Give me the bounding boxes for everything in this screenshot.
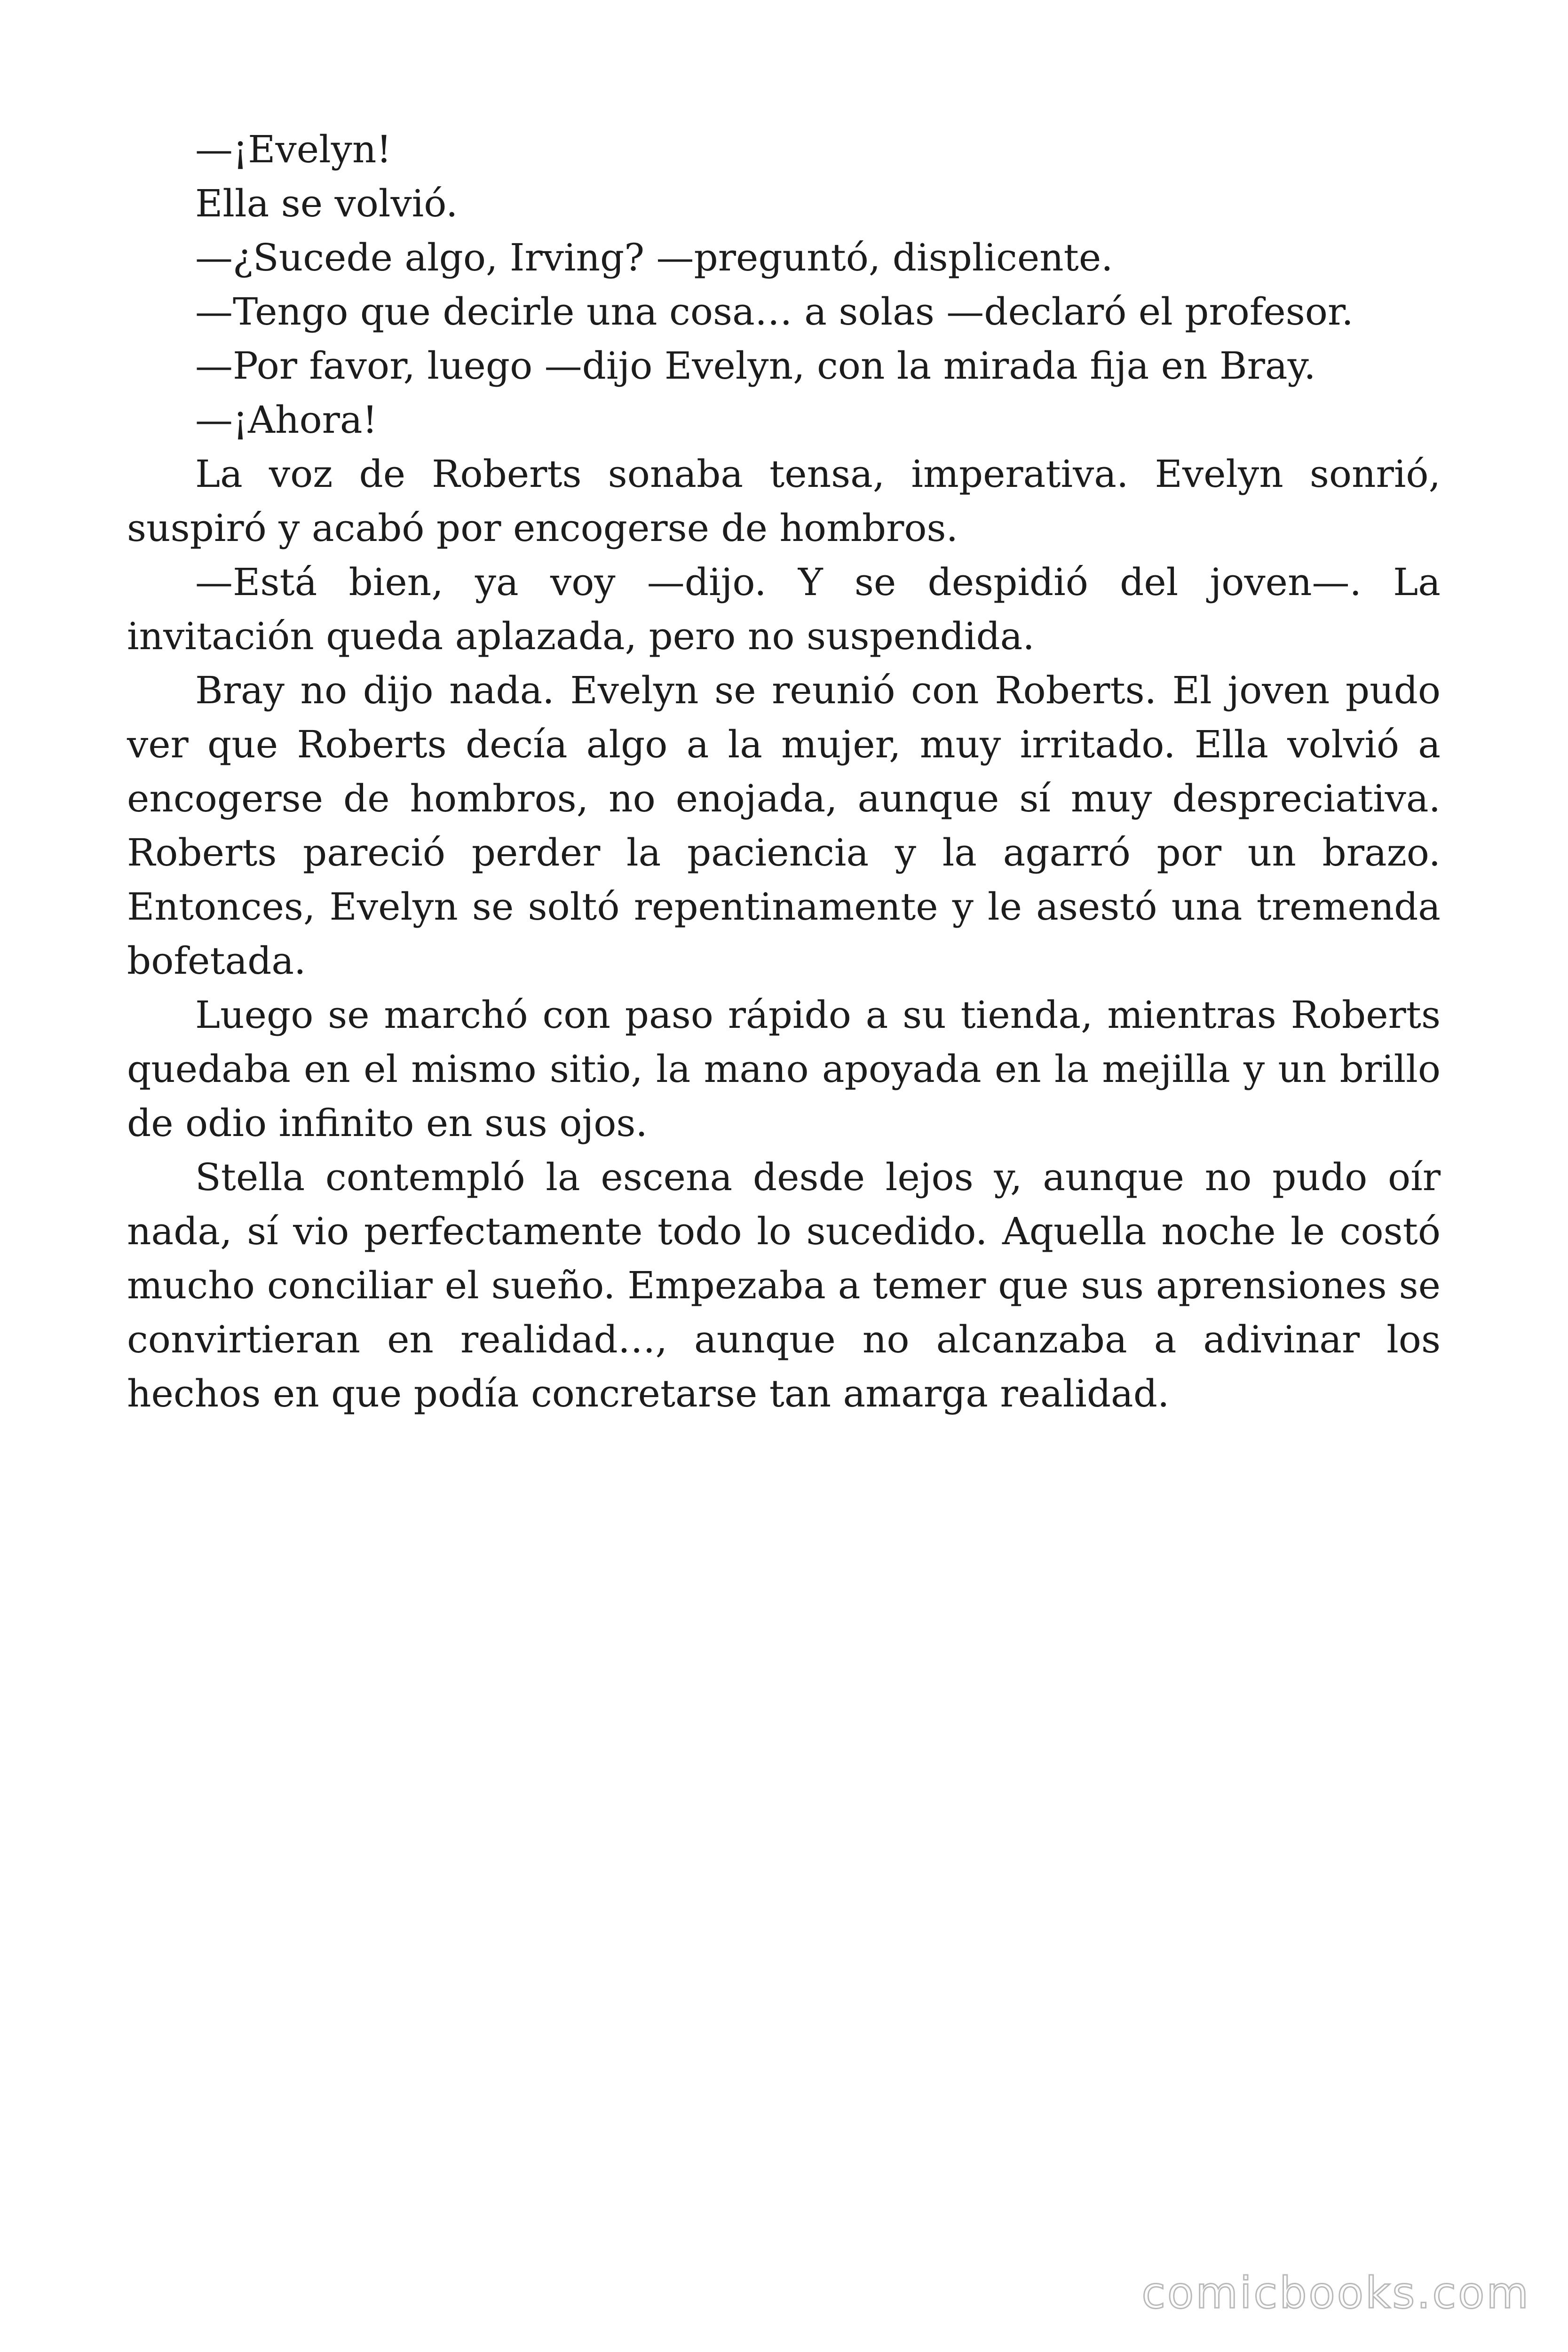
paragraph-4: —Tengo que decirle una cosa… a solas —declaró el profesor. [195, 290, 1354, 334]
paragraph-10: Luego se marchó con paso rápido a su tienda, mientras Roberts quedaba en el mismo sitio, la mano apoyada en la mejilla y un brillo de odio infinito en sus ojos. [127, 993, 1441, 1145]
paragraph-5: —Por favor, luego —dijo Evelyn, con la mirada fija en Bray. [195, 344, 1316, 388]
body-text [127, 122, 1441, 1421]
paragraph-9: Bray no dijo nada. Evelyn se reunió con Roberts. El joven pudo ver que Roberts decía algo a la mujer, muy irritado. Ella volvió a encogerse de hombros, no enojada, aunque sí muy despreciativa. Roberts pareció perder la paciencia y la agarró por un brazo. Entonces, Evelyn se soltó repentinamente y le asestó una tremenda bofetada. [127, 668, 1441, 983]
paragraph-1: —¡Evelyn! [195, 127, 392, 171]
paragraph-6: —¡Ahora! [195, 398, 378, 442]
paragraph-11: Stella contempló la escena desde lejos y, aunque no pudo oír nada, sí vio perfectamente todo lo sucedido. Aquella noche le costó mucho conciliar el sueño. Empezaba a temer que sus aprensiones se convirtieran en realidad…, aunque no alcanzaba a adivinar los hechos en que podía concretarse tan amarga realidad. [127, 1155, 1441, 1415]
paragraph-8: —Está bien, ya voy —dijo. Y se despidió del joven—. La invitación queda aplazada, pero no suspendida. [127, 560, 1441, 658]
paragraph-2: Ella se volvió. [195, 182, 458, 225]
paragraph-3: —¿Sucede algo, Irving? —preguntó, displicente. [195, 236, 1113, 279]
paragraph-7: La voz de Roberts sonaba tensa, imperativa. Evelyn sonrió, suspiró y acabó por encogerse de hombros. [127, 452, 1441, 550]
watermark: comicbooks.com [1141, 2268, 1530, 2318]
